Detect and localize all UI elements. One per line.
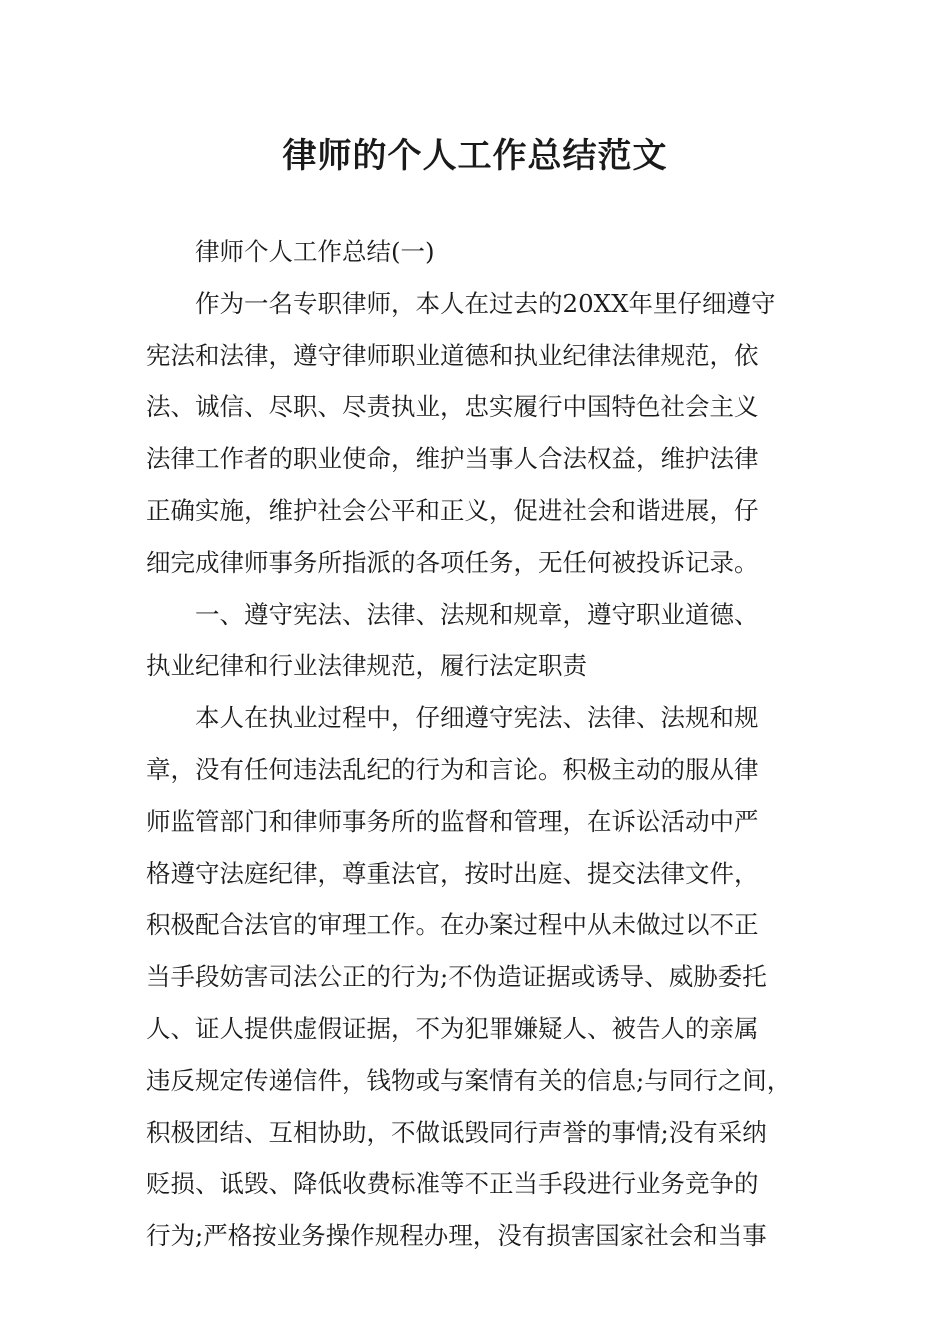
text-line: 作为一名专职律师，本人在过去的20XX年里仔细遵守 (195, 288, 776, 318)
text-line: 本人在执业过程中，仔细遵守宪法、法律、法规和规 (195, 703, 759, 733)
text-line: 当手段妨害司法公正的行为;不伪造证据或诱导、威胁委托 (146, 962, 767, 992)
text-line: 法律工作者的职业使命，维护当事人合法权益，维护法律 (146, 444, 759, 474)
paragraph-heading-1 (146, 226, 806, 278)
text-line: 宪法和法律，遵守律师职业道德和执业纪律法律规范，依 (146, 340, 759, 370)
text-line: 格遵守法庭纪律，尊重法官，按时出庭、提交法律文件， (146, 858, 759, 888)
paragraph-intro (146, 278, 806, 589)
text-line: 执业纪律和行业法律规范，履行法定职责 (146, 651, 587, 681)
text-line: 细完成律师事务所指派的各项任务，无任何被投诉记录。 (146, 547, 759, 577)
text-line: 人、证人提供虚假证据，不为犯罪嫌疑人、被告人的亲属 (146, 1013, 759, 1043)
document-body (146, 226, 806, 1262)
text-line: 积极配合法官的审理工作。在办案过程中从未做过以不正 (146, 910, 759, 940)
document-title: 律师的个人工作总结范文 (282, 136, 668, 176)
paragraph-section-heading (146, 589, 806, 693)
text-line: 违反规定传递信件，钱物或与案情有关的信息;与同行之间， (146, 1065, 792, 1095)
text-line: 积极团结、互相协助，不做诋毁同行声誉的事情;没有采纳 (146, 1117, 767, 1147)
text-line: 行为;严格按业务操作规程办理，没有损害国家社会和当事 (146, 1221, 767, 1251)
paragraph-section-body (146, 692, 806, 1262)
text-line: 法、诚信、尽职、尽责执业，忠实履行中国特色社会主义 (146, 392, 759, 422)
text-line: 师监管部门和律师事务所的监督和管理，在诉讼活动中严 (146, 806, 759, 836)
text-line: 一、遵守宪法、法律、法规和规章，遵守职业道德、 (195, 599, 759, 629)
text-line: 正确实施，维护社会公平和正义，促进社会和谐进展，仔 (146, 495, 759, 525)
text-line: 律师个人工作总结(一) (195, 237, 435, 266)
text-line: 贬损、诋毁、降低收费标准等不正当手段进行业务竞争的 (146, 1169, 759, 1199)
text-line: 章，没有任何违法乱纪的行为和言论。积极主动的服从律 (146, 754, 759, 784)
